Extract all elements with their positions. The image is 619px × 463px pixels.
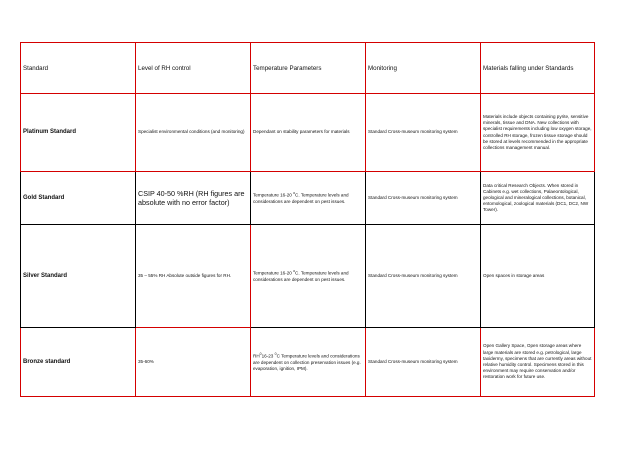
temperature-cell: Dependant on stability parameters for materials	[251, 94, 366, 172]
rh-cell: Specialist environmental conditions (and monitoring)	[136, 94, 251, 172]
rh-cell: 35 – 55% RH Absolute outside figures for RH.	[136, 225, 251, 328]
degree-mark: o	[293, 269, 296, 274]
materials-cell: Open spaces in storage areas	[481, 225, 595, 328]
temperature-text: C. Temperature levels and considerations are dependent on pest issues.	[253, 192, 349, 204]
temperature-cell	[251, 328, 366, 397]
materials-cell: Open Gallery Space, Open storage areas where large materials are stored e.g. petrological, large taxidermy, specimens that are currently areas without relative humidity control. Specimens stored in this environment may require conservation and/or restoration work for future use.	[481, 328, 595, 397]
standard-cell: Silver Standard	[21, 225, 136, 328]
header-temperature: Temperature Parameters	[251, 43, 366, 94]
monitoring-cell: Standard Cross-museum monitoring system	[366, 328, 481, 397]
degree-mark: o	[293, 191, 296, 196]
materials-cell: Data critical Research Objects. When stored in Cabinets e.g. wet collections, Palaeontological, geological and mineralogical collections, botanical, entomological, zoological materials (DC1, DC2, NW Tower).	[481, 172, 595, 225]
header-monitoring: Monitoring	[366, 43, 481, 94]
header-materials: Materials falling under Standards	[481, 43, 595, 94]
materials-cell: Materials include objects containing pyrite, sensitive minerals, tissue and DNA. New collections with specialist requirements including low oxygen storage, controlled RH storage, frozen tissue storage should be stored at levels recommended in the appropriate collections management manual.	[481, 94, 595, 172]
header-rh-control: Level of RH control	[136, 43, 251, 94]
table-row	[21, 225, 595, 328]
standards-table	[20, 42, 595, 397]
temperature-text: Temperature 16-20	[253, 192, 294, 198]
standard-cell: Gold Standard	[21, 172, 136, 225]
temperature-text: RH	[253, 353, 260, 359]
table-row	[21, 94, 595, 172]
temperature-text: C Temperature levels and considerations are dependent on collection preservation issues (e.g. evaporation, ignition, IPM).	[253, 353, 361, 371]
temperature-text: 16-23	[261, 353, 275, 359]
rh-cell: CSIP 40-50 %RH (RH figures are absolute with no error factor)	[136, 172, 251, 225]
standard-cell: Bronze standard	[21, 328, 136, 397]
temperature-cell	[251, 172, 366, 225]
monitoring-cell: Standard Cross-museum monitoring system	[366, 172, 481, 225]
monitoring-cell: Standard Cross-museum monitoring system	[366, 225, 481, 328]
monitoring-cell: Standard Cross-museum monitoring system	[366, 94, 481, 172]
temperature-cell	[251, 225, 366, 328]
header-standard: Standard	[21, 43, 136, 94]
standard-cell: Platinum Standard	[21, 94, 136, 172]
degree-mark: 0	[274, 351, 277, 356]
table-row	[21, 328, 595, 397]
table-row	[21, 172, 595, 225]
temperature-text: C. Temperature levels and considerations are dependent on pest issues.	[253, 270, 349, 282]
rh-cell: 35-60%	[136, 328, 251, 397]
temperature-text: Temperature 16-20	[253, 270, 294, 276]
degree-mark: 0	[259, 351, 262, 356]
header-row	[21, 43, 595, 94]
